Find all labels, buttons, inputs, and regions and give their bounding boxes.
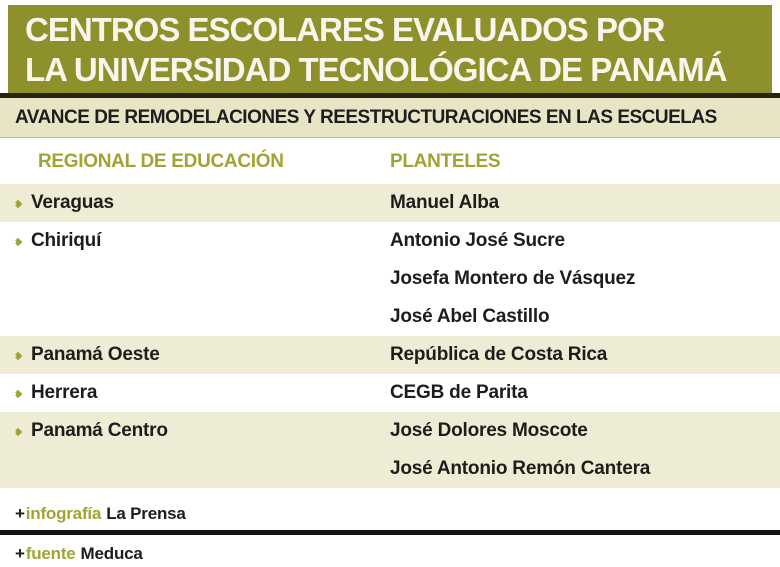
plantel-name: Josefa Montero de Vásquez bbox=[390, 268, 636, 289]
plantel-name: República de Costa Rica bbox=[390, 344, 608, 365]
region-label: Veraguas bbox=[31, 192, 114, 213]
title-line-2: LA UNIVERSIDAD TECNOLÓGICA DE PANAMÁ bbox=[25, 51, 727, 88]
region-cell bbox=[0, 412, 390, 488]
table-row-panama-oeste bbox=[0, 336, 780, 374]
region-label: Panamá Centro bbox=[31, 420, 168, 441]
planteles-cell bbox=[390, 412, 780, 488]
region-label: Panamá Oeste bbox=[31, 344, 160, 365]
region-label: Herrera bbox=[31, 382, 98, 403]
plus-icon: + bbox=[15, 503, 25, 523]
title-line-1: CENTROS ESCOLARES EVALUADOS POR bbox=[25, 11, 665, 48]
table-row-herrera bbox=[0, 374, 780, 412]
source-credit bbox=[0, 541, 780, 566]
table-row-panama-centro bbox=[0, 412, 780, 488]
chevron-right-icon bbox=[14, 427, 22, 435]
plantel-name: José Abel Castillo bbox=[390, 306, 550, 327]
source-label: fuente bbox=[25, 543, 76, 563]
planteles-cell bbox=[390, 184, 780, 222]
column-header-regional: REGIONAL DE EDUCACIÓN bbox=[38, 151, 284, 172]
title-banner bbox=[8, 5, 772, 93]
region-cell bbox=[0, 374, 390, 412]
plantel-name: José Antonio Remón Cantera bbox=[390, 458, 651, 479]
plantel-name: José Dolores Moscote bbox=[390, 420, 588, 441]
plantel-name: Antonio José Sucre bbox=[390, 230, 565, 251]
chevron-right-icon bbox=[14, 351, 22, 359]
chevron-right-icon bbox=[14, 199, 22, 207]
infographic-credit bbox=[0, 501, 780, 526]
region-cell bbox=[0, 222, 390, 336]
table-row-chiriqui bbox=[0, 222, 780, 336]
table-body bbox=[0, 184, 780, 488]
chevron-right-icon bbox=[14, 389, 22, 397]
planteles-cell bbox=[390, 336, 780, 374]
chevron-right-icon bbox=[14, 237, 22, 245]
credit-label: infografía bbox=[25, 503, 102, 523]
planteles-cell bbox=[390, 374, 780, 412]
plantel-name: CEGB de Parita bbox=[390, 382, 528, 403]
plus-icon: + bbox=[15, 543, 25, 563]
plantel-name: Manuel Alba bbox=[390, 192, 499, 213]
source-value: Meduca bbox=[80, 543, 143, 563]
table-row-veraguas bbox=[0, 184, 780, 222]
region-cell bbox=[0, 336, 390, 374]
credit-value: La Prensa bbox=[106, 503, 186, 523]
subtitle-text: AVANCE DE REMODELACIONES Y REESTRUCTURACIONES EN LAS ESCUELAS bbox=[15, 106, 717, 128]
region-label: Chiriquí bbox=[31, 230, 102, 251]
planteles-cell bbox=[390, 222, 780, 336]
column-header-row bbox=[0, 148, 780, 176]
column-header-planteles: PLANTELES bbox=[390, 151, 501, 172]
subtitle-band bbox=[0, 98, 780, 138]
region-cell bbox=[0, 184, 390, 222]
footer-divider-rule bbox=[0, 530, 780, 535]
